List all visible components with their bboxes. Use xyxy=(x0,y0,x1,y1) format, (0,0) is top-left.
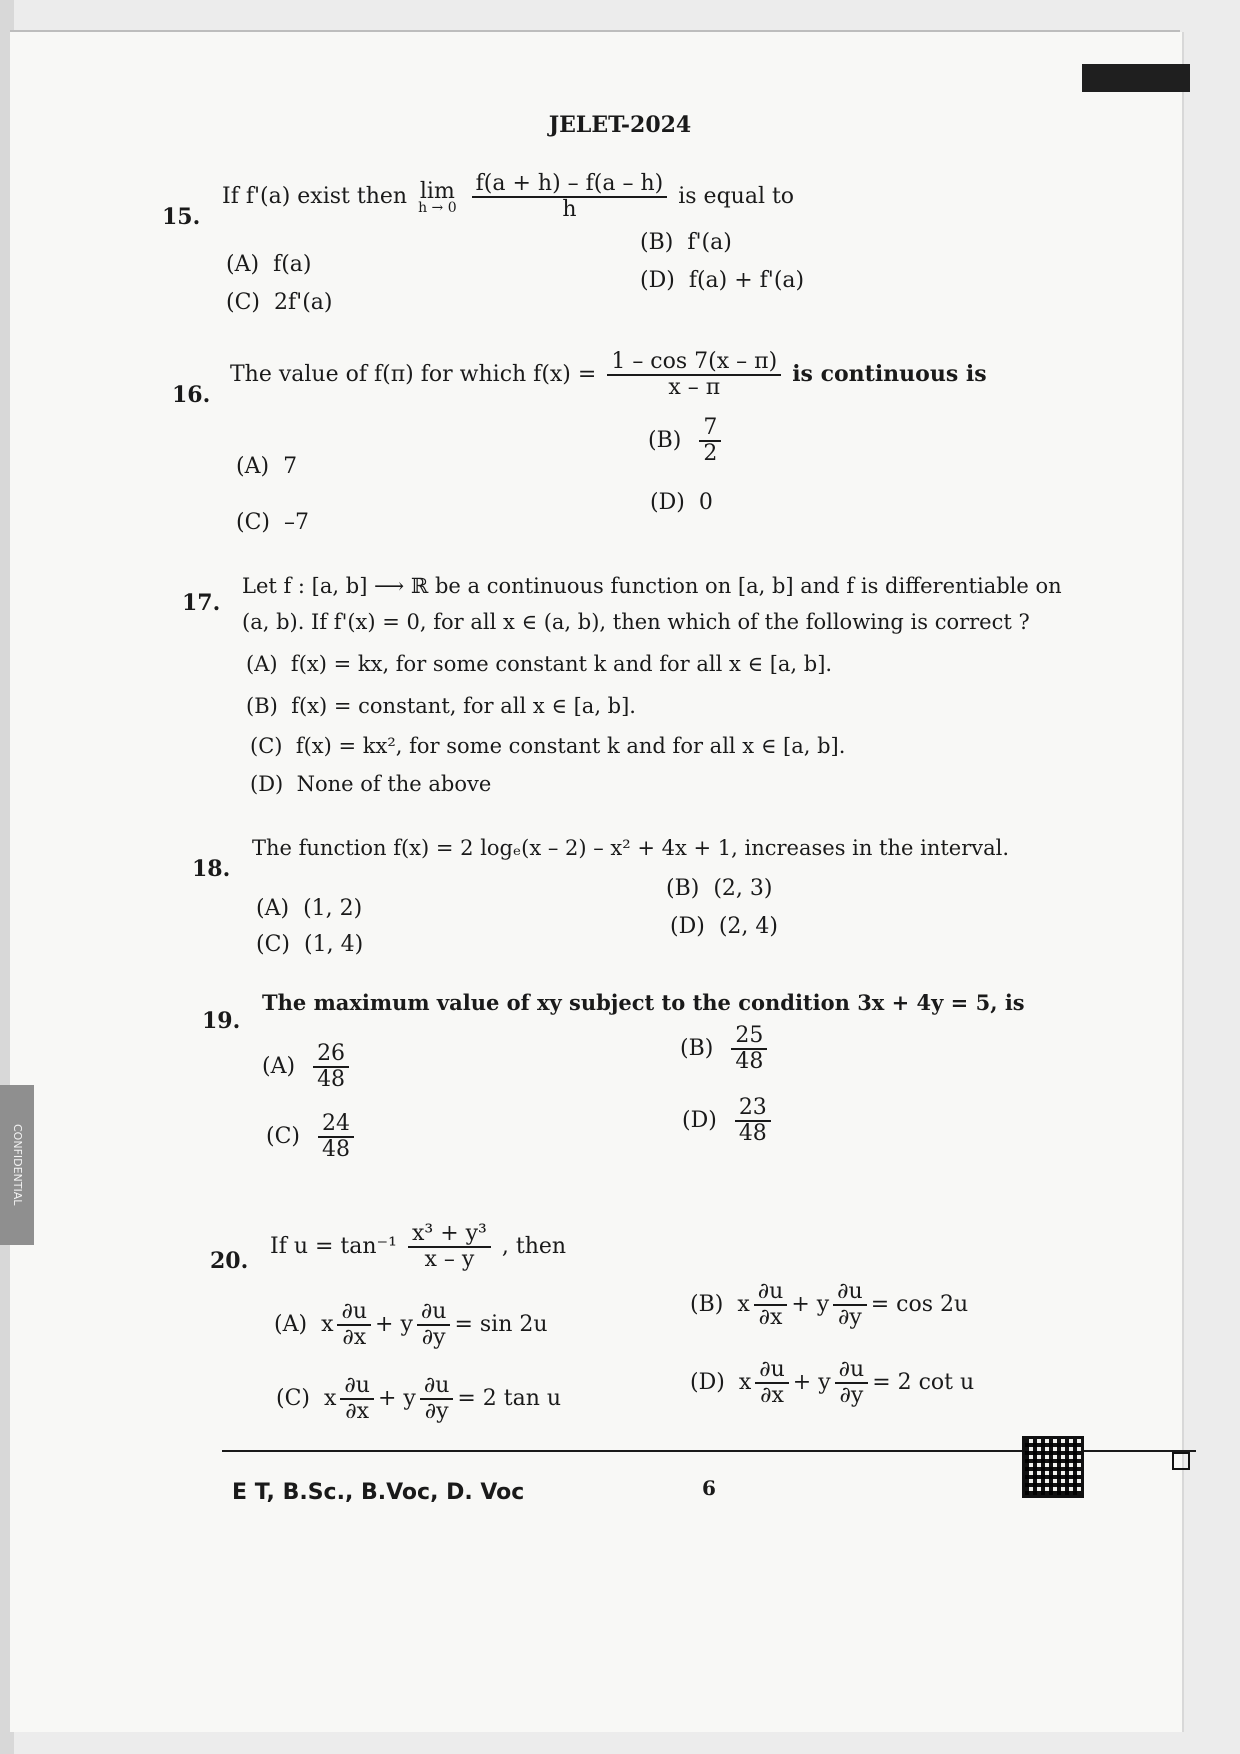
rhs: = cos 2u xyxy=(870,1292,969,1318)
q15-number: 15. xyxy=(162,204,201,230)
q20-pre: If u = tan⁻¹ xyxy=(270,1234,397,1260)
lhs-plus-y: + y xyxy=(377,1386,416,1412)
option-fraction xyxy=(699,416,721,466)
frac-den: ∂y xyxy=(424,1399,449,1425)
option-label: (D) xyxy=(250,772,284,796)
option-label: (B) xyxy=(246,694,278,718)
option-label: (A) xyxy=(256,896,290,921)
q20-frac-den: x – y xyxy=(424,1247,475,1273)
option-text: f(a) + f'(a) xyxy=(688,268,805,293)
partial-du-dy xyxy=(417,1300,451,1350)
option-text: –7 xyxy=(284,510,309,535)
top-rule xyxy=(10,30,1180,32)
rhs: = 2 tan u xyxy=(457,1386,562,1412)
option-text: 0 xyxy=(698,490,713,515)
option-text: 2f'(a) xyxy=(274,290,333,315)
q15-stem xyxy=(222,172,794,222)
frac-den: ∂x xyxy=(760,1383,784,1409)
frac-num: ∂u xyxy=(755,1358,789,1384)
lhs-x: x xyxy=(321,1312,334,1338)
option-text: f(x) = kx, for some constant k and for all x ∈ [a, b]. xyxy=(290,652,833,676)
q20-number: 20. xyxy=(210,1248,249,1274)
lhs-plus-y: + y xyxy=(792,1370,831,1396)
option-label: (D) xyxy=(670,914,705,939)
q18-option-b[interactable] xyxy=(666,876,773,901)
rhs: = 2 cot u xyxy=(872,1370,975,1396)
option-text: None of the above xyxy=(296,772,492,796)
q16-option-a[interactable] xyxy=(236,454,297,479)
frac-num: ∂u xyxy=(417,1300,451,1326)
q15-option-b[interactable] xyxy=(640,230,732,255)
q17-number: 17. xyxy=(182,590,221,616)
frac-num: 25 xyxy=(731,1024,767,1050)
q20-stem xyxy=(270,1222,566,1272)
q18-option-d[interactable] xyxy=(670,914,778,939)
option-text: f(x) = kx², for some constant k and for all x ∈ [a, b]. xyxy=(295,734,846,758)
q17-option-b[interactable] xyxy=(246,694,636,718)
option-label: (B) xyxy=(666,876,700,901)
q20-fraction xyxy=(408,1222,491,1272)
q16-pre: The value of f(π) for which f(x) = xyxy=(230,362,597,388)
option-label: (B) xyxy=(640,230,674,255)
q16-fraction xyxy=(607,350,781,400)
option-label: (C) xyxy=(266,1124,300,1150)
option-label: (C) xyxy=(236,510,270,535)
confidential-tab: CONFIDENTIAL xyxy=(0,1085,34,1245)
partial-du-dy xyxy=(420,1374,454,1424)
frac-den: ∂x xyxy=(758,1305,783,1331)
q19-number: 19. xyxy=(202,1008,241,1034)
q17-option-a[interactable] xyxy=(246,652,832,676)
lhs-x: x xyxy=(737,1292,750,1318)
option-label: (B) xyxy=(690,1292,724,1318)
q20-option-c[interactable] xyxy=(276,1374,561,1424)
q20-frac-num: x³ + y³ xyxy=(408,1222,491,1248)
option-text: (2, 3) xyxy=(713,876,773,901)
lhs-x: x xyxy=(324,1386,337,1412)
option-text: 7 xyxy=(283,454,298,479)
q18-number: 18. xyxy=(192,856,231,882)
q16-option-b[interactable] xyxy=(648,416,725,466)
option-text: f'(a) xyxy=(687,230,732,255)
q20-option-d[interactable] xyxy=(690,1358,974,1408)
q15-option-d[interactable] xyxy=(640,268,804,293)
option-fraction xyxy=(735,1096,771,1146)
q20-option-a[interactable] xyxy=(274,1300,548,1350)
option-label: (D) xyxy=(682,1108,717,1134)
frac-den: 2 xyxy=(703,441,718,467)
frac-num: ∂u xyxy=(337,1300,371,1326)
frac-num: 26 xyxy=(313,1042,349,1068)
frac-num: ∂u xyxy=(340,1374,374,1400)
q15-pre: If f'(a) exist then xyxy=(222,184,408,210)
partial-du-dx xyxy=(755,1358,789,1408)
frac-num: ∂u xyxy=(833,1280,867,1306)
black-tab xyxy=(1082,64,1190,92)
footer-course: E T, B.Sc., B.Voc, D. Voc xyxy=(232,1480,525,1505)
frac-num: ∂u xyxy=(754,1280,788,1306)
option-label: (C) xyxy=(276,1386,310,1412)
option-text: (1, 2) xyxy=(303,896,363,921)
q20-post: , then xyxy=(501,1234,567,1260)
option-text: (1, 4) xyxy=(304,932,364,957)
q15-limit xyxy=(418,179,457,216)
frac-den: 48 xyxy=(738,1121,767,1147)
lhs-x: x xyxy=(738,1370,752,1396)
frac-den: ∂y xyxy=(839,1383,864,1409)
q19-stem: The maximum value of xy subject to the condition 3x + 4y = 5, is xyxy=(262,990,1025,1015)
q18-option-a[interactable] xyxy=(256,896,362,921)
q17-line2: (a, b). If f'(x) = 0, for all x ∈ (a, b), then which of the following is correct ? xyxy=(242,610,1030,634)
frac-den: 48 xyxy=(317,1067,346,1093)
q15-frac-num: f(a + h) – f(a – h) xyxy=(472,172,668,198)
frac-num: 7 xyxy=(699,416,721,442)
q18-option-c[interactable] xyxy=(256,932,363,957)
q20-option-b[interactable] xyxy=(690,1280,968,1330)
q19-option-a[interactable] xyxy=(262,1042,353,1092)
q17-option-c[interactable] xyxy=(250,734,845,758)
partial-du-dy xyxy=(833,1280,867,1330)
page-title: JELET-2024 xyxy=(548,112,692,138)
q16-post: is continuous is xyxy=(792,361,987,388)
option-label: (C) xyxy=(256,932,290,957)
q15-option-a[interactable] xyxy=(226,252,312,277)
option-label: (A) xyxy=(226,252,260,277)
option-label: (D) xyxy=(690,1370,725,1396)
frac-num: ∂u xyxy=(420,1374,454,1400)
q15-post: is equal to xyxy=(678,184,795,210)
q15-lim-sub: h → 0 xyxy=(418,199,457,216)
q15-lim-word: lim xyxy=(419,178,455,204)
q16-option-d[interactable] xyxy=(650,490,713,515)
option-fraction xyxy=(318,1112,354,1162)
frac-den: ∂y xyxy=(421,1325,446,1351)
option-label: (B) xyxy=(648,428,682,454)
q15-frac-den: h xyxy=(562,197,577,223)
frac-num: 24 xyxy=(318,1112,354,1138)
q19-option-d[interactable] xyxy=(682,1096,775,1146)
option-fraction xyxy=(313,1042,349,1092)
option-fraction xyxy=(731,1024,767,1074)
option-text: f(a) xyxy=(273,252,312,277)
partial-du-dx xyxy=(340,1374,374,1424)
option-text: f(x) = constant, for all x ∈ [a, b]. xyxy=(291,694,636,718)
option-label: (C) xyxy=(250,734,283,758)
partial-du-dx xyxy=(337,1300,371,1350)
q17-line1: Let f : [a, b] ⟶ ℝ be a continuous function on [a, b] and f is differentiable on xyxy=(242,574,1062,598)
option-label: (A) xyxy=(236,454,270,479)
page-sheet xyxy=(10,32,1184,1732)
partial-du-dy xyxy=(835,1358,869,1408)
square-marker-icon xyxy=(1172,1452,1190,1470)
q18-stem: The function f(x) = 2 logₑ(x – 2) – x² + 4x + 1, increases in the interval. xyxy=(252,836,1010,860)
frac-num: ∂u xyxy=(835,1358,869,1384)
option-label: (A) xyxy=(246,652,278,676)
frac-num: 23 xyxy=(735,1096,771,1122)
q16-stem xyxy=(230,350,987,400)
q16-frac-den: x – π xyxy=(668,375,721,401)
q19-option-b[interactable] xyxy=(680,1024,771,1074)
q16-number: 16. xyxy=(172,382,211,408)
option-label: (C) xyxy=(226,290,260,315)
q16-frac-num: 1 – cos 7(x – π) xyxy=(607,350,781,376)
frac-den: ∂y xyxy=(838,1305,862,1331)
option-label: (B) xyxy=(680,1036,714,1062)
option-label: (D) xyxy=(650,490,685,515)
q19-option-c[interactable] xyxy=(266,1112,358,1162)
qr-code-icon xyxy=(1022,1436,1084,1498)
option-label: (D) xyxy=(640,268,675,293)
q15-option-c[interactable] xyxy=(226,290,332,315)
option-text: (2, 4) xyxy=(718,914,778,939)
frac-den: 48 xyxy=(735,1049,764,1075)
q16-option-c[interactable] xyxy=(236,510,309,535)
partial-du-dx xyxy=(754,1280,788,1330)
rhs: = sin 2u xyxy=(454,1312,548,1338)
frac-den: ∂x xyxy=(342,1325,367,1351)
q15-fraction xyxy=(472,172,668,222)
frac-den: 48 xyxy=(322,1137,350,1163)
lhs-plus-y: + y xyxy=(375,1312,413,1338)
page-number: 6 xyxy=(702,1476,716,1500)
option-label: (A) xyxy=(274,1312,308,1338)
lhs-plus-y: + y xyxy=(791,1292,830,1318)
frac-den: ∂x xyxy=(345,1399,370,1425)
option-label: (A) xyxy=(262,1054,296,1080)
q17-option-d[interactable] xyxy=(250,772,491,796)
